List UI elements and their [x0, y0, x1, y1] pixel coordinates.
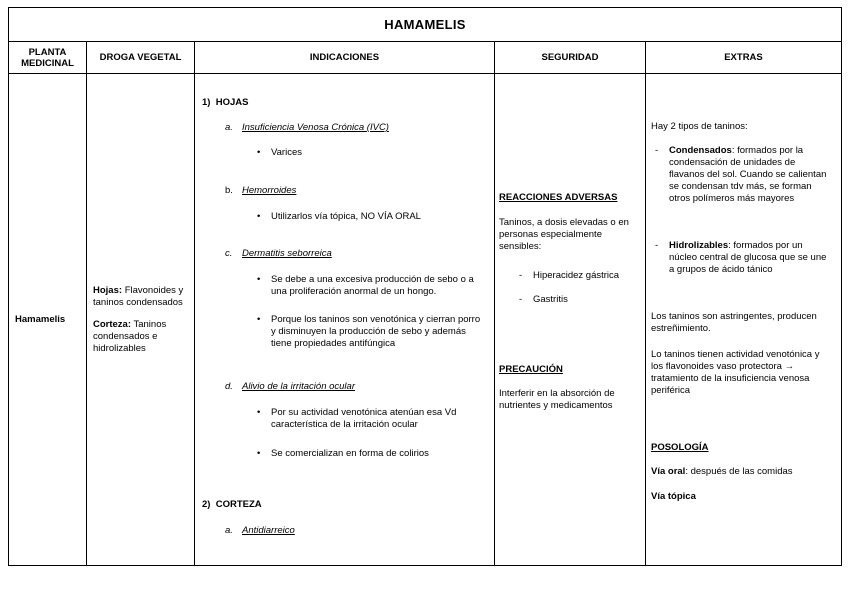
ind-b-title: Hemorroides — [242, 185, 297, 196]
ext-p1: Los taninos son astringentes, producen estreñimiento. — [651, 311, 817, 334]
ind-b-bullet1: • Utilizarlos vía tópica, NO VÍA ORAL — [271, 211, 421, 223]
ind-d-title: Alivio de la irritación ocular — [242, 381, 355, 392]
header-indicaciones: INDICACIONES — [195, 42, 495, 74]
ext-condensados — [669, 145, 833, 205]
seg-ra-text: Taninos, a dosis elevadas o en personas especialmente sensibles: — [499, 217, 629, 252]
ext-hidro-text: : formados por un núcleo central de glucosa que se une a grupos de ácido tánico — [669, 240, 827, 275]
cell-seguridad — [495, 74, 646, 566]
ind-b-letter: b. — [225, 185, 233, 196]
seg-prec-title: PRECAUCIÓN — [499, 364, 563, 375]
ext-cond-label: Condensados — [669, 145, 732, 156]
ext-p2: Lo taninos tienen actividad venotónica y los flavonoides vaso protectora → tratamiento de la insuficiencia venosa periférica — [651, 349, 820, 396]
ext-hidrolizables — [669, 240, 833, 276]
ind-corteza-num: 2) — [202, 499, 211, 510]
ind-d-bullet1: • Por su actividad venotónica atenúan esa Vd característica de la irritación ocular — [271, 407, 485, 431]
ext-via-oral — [651, 466, 793, 478]
header-droga: DROGA VEGETAL — [87, 42, 195, 74]
ind-c-bullet2: • Porque los taninos son venotónica y cierran porro y disminuyen la producción de sebo y además tiene propiedades antifúngica — [271, 314, 485, 350]
ext-posologia-title: POSOLOGÍA — [651, 442, 709, 453]
ind-c-title: Dermatitis seborreica — [242, 248, 332, 259]
ext-intro: Hay 2 tipos de taninos: — [651, 121, 748, 132]
header-seguridad: SEGURIDAD — [495, 42, 646, 74]
ind-d-bullet2: • Se comercializan en forma de colirios — [271, 448, 429, 460]
seg-ra-title: REACCIONES ADVERSAS — [499, 192, 618, 203]
planta-name: Hamamelis — [15, 313, 66, 325]
ind-hojas-heading — [202, 97, 248, 109]
extras-content — [646, 74, 841, 565]
droga-hojas — [93, 285, 188, 309]
ind-a-title: Insuficiencia Venosa Crónica (IVC) — [242, 122, 389, 133]
indicaciones-content — [195, 74, 494, 565]
ind-a-letter: a. — [225, 122, 233, 133]
cell-indicaciones — [195, 74, 495, 566]
ind-corteza-heading — [202, 499, 262, 511]
ind-hojas-num: 1) — [202, 97, 211, 108]
seg-ra-item: - Hiperacidez gástrica — [533, 270, 619, 282]
ind-hojas-title: HOJAS — [215, 97, 249, 108]
droga-corteza-label: Corteza: — [93, 318, 132, 330]
ind-ca-letter: a. — [225, 525, 233, 536]
ext-via-oral-text: : después de las comidas — [685, 466, 793, 477]
ext-cond-text: : formados por la condensación de unidades de flavanos del sol. Cuando se calientan se condensan tdv más, se forman otros polímeros más mayores — [669, 145, 827, 204]
ext-hidro-label: Hidrolizables — [669, 240, 729, 251]
ind-a-bullet1: • Varices — [271, 147, 302, 159]
seg-prec-text: Interferir en la absorción de nutrientes y medicamentos — [499, 388, 615, 411]
document-page — [8, 7, 841, 566]
cell-extras — [646, 74, 842, 566]
droga-hojas-label: Hojas: — [93, 284, 123, 296]
droga-corteza — [93, 319, 188, 355]
ind-c-letter: c. — [225, 248, 233, 259]
header-extras: EXTRAS — [646, 42, 842, 74]
ind-corteza-title: CORTEZA — [215, 499, 262, 510]
ind-ca-title: Antidiarreico — [242, 525, 295, 536]
hamamelis-table — [8, 7, 842, 566]
cell-planta — [9, 74, 87, 566]
ind-d-letter: d. — [225, 381, 233, 392]
header-planta: PLANTA MEDICINAL — [9, 42, 87, 74]
table-title: HAMAMELIS — [9, 8, 842, 42]
cell-droga — [87, 74, 195, 566]
seg-ra-item: - Gastritis — [533, 294, 568, 306]
droga-hojas-text: Flavonoides y taninos condensados — [93, 284, 184, 308]
ext-via-topica: Vía tópica — [651, 491, 696, 502]
ind-c-bullet1: • Se debe a una excesiva producción de sebo o a una proliferación anormal de un hongo. — [271, 274, 485, 298]
droga-corteza-text: Taninos condensados e hidrolizables — [93, 318, 167, 354]
ext-via-oral-label: Vía oral — [651, 466, 686, 477]
seguridad-content — [495, 74, 645, 565]
